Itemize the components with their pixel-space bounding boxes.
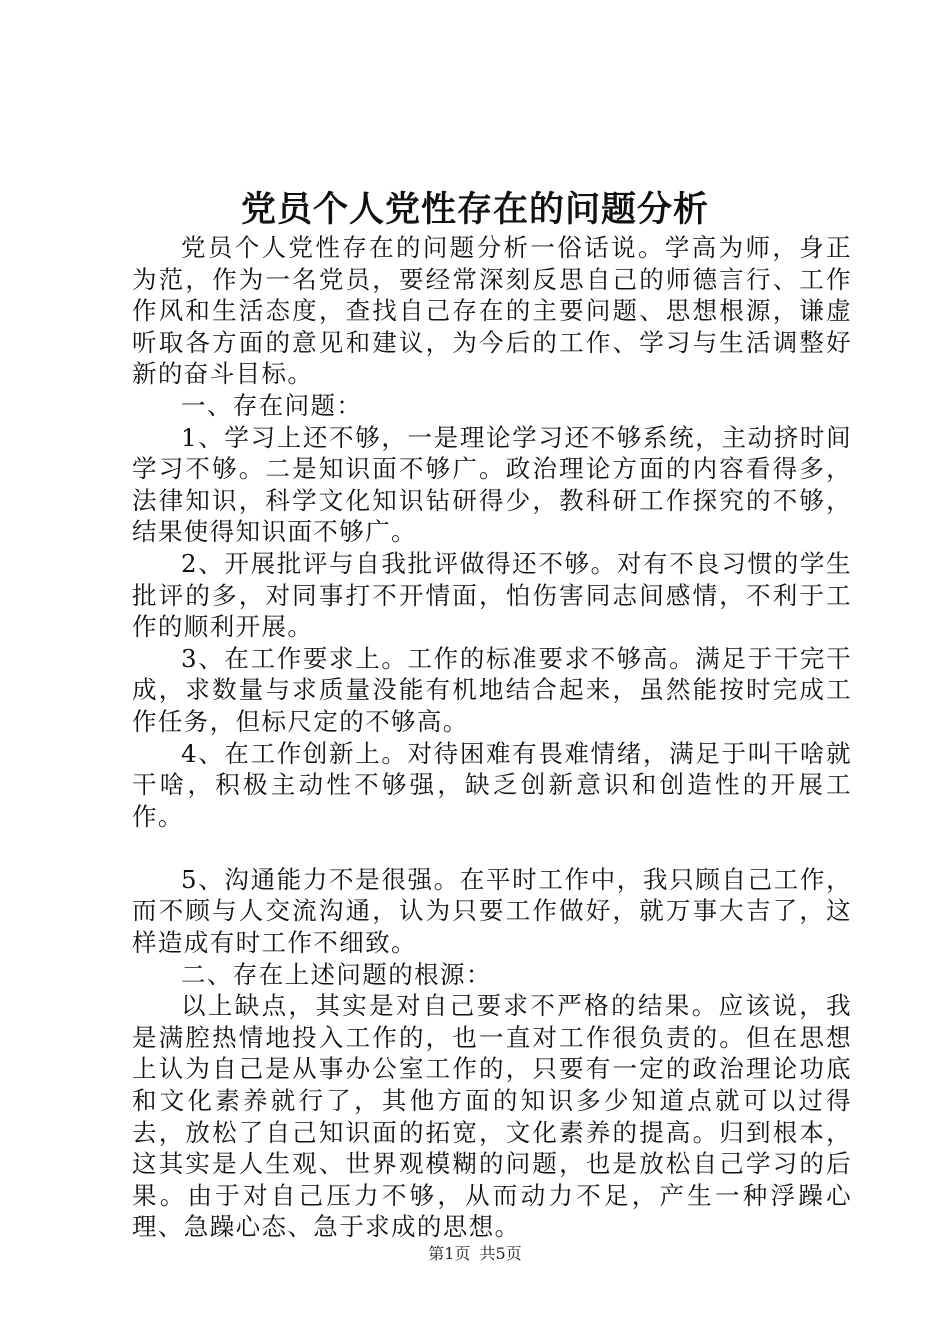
paragraph-roots: 以上缺点，其实是对自己要求不严格的结果。应该说，我是满腔热情地投入工作的，也一直对工作很负责的。但在思想上认为自己是从事办公室工作的，只要有一定的政治理论功底和文化素养就行了，其他方面的知识多少知道点就可以过得去，放松了自己知识面的拓宽，文化素养的提高。归到根本，这其实是人生观、世界观模糊的问题，也是放松自己学习的后果。由于对自己压力不够，从而动力不足，产生一种浮躁心理、急躁心态、急于求成的思想。 xyxy=(132,991,852,1242)
paragraph-item-5: 5、沟通能力不是很强。在平时工作中，我只顾自己工作，而不顾与人交流沟通，认为只要工作做好，就万事大吉了，这样造成有时工作不细致。 xyxy=(132,864,852,958)
paragraph-item-2: 2、开展批评与自我批评做得还不够。对有不良习惯的学生批评的多，对同事打不开情面，怕伤害同志间感情，不利于工作的顺利开展。 xyxy=(132,548,852,642)
section-heading-roots: 二、存在上述问题的根源： xyxy=(181,959,492,989)
page-footer xyxy=(0,1244,950,1264)
page-number: 第1页 xyxy=(428,1244,471,1263)
paragraph-item-1: 1、学习上还不够，一是理论学习还不够系统，主动挤时间学习不够。二是知识面不够广。政治理论方面的内容看得多，法律知识，科学文化知识钻研得少，教科研工作探究的不够，结果使得知识面不够广。 xyxy=(132,422,852,547)
paragraph-intro: 党员个人党性存在的问题分析一俗话说。学高为师，身正为范，作为一名党员，要经常深刻反思自己的师德言行、工作作风和生活态度，查找自己存在的主要问题、思想根源，谦虚听取各方面的意见和建议，为今后的工作、学习与生活调整好新的奋斗目标。 xyxy=(132,233,852,389)
section-heading-problems: 一、存在问题： xyxy=(181,390,363,420)
paragraph-item-4: 4、在工作创新上。对待困难有畏难情绪，满足于叫干啥就干啥，积极主动性不够强，缺乏创新意识和创造性的开展工作。 xyxy=(132,738,852,831)
document-title: 党员个人党性存在的问题分析 xyxy=(240,190,709,230)
paragraph-item-3: 3、在工作要求上。工作的标准要求不够高。满足于干完干成，求数量与求质量没能有机地结合起来，虽然能按时完成工作任务，但标尺定的不够高。 xyxy=(132,643,852,736)
document-body xyxy=(132,232,852,1243)
page-total: 共5页 xyxy=(479,1244,522,1263)
